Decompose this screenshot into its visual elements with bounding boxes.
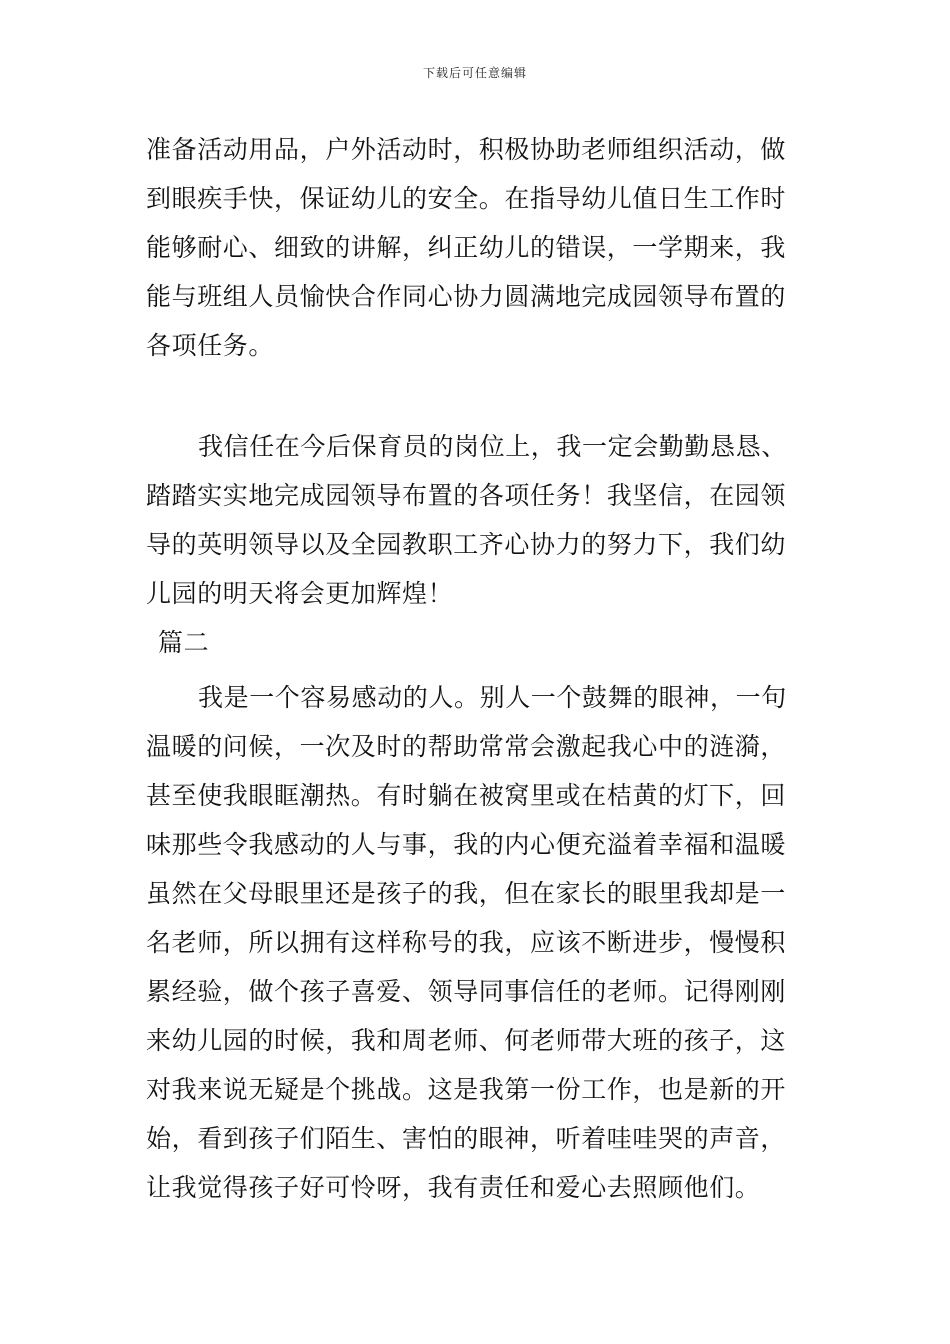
text-line: 温暖的问候，一次及时的帮助常常会激起我心中的涟漪，	[146, 732, 787, 761]
text-line: 我是一个容易感动的人。别人一个鼓舞的眼神，一句	[198, 683, 787, 712]
section-heading: 篇二	[158, 628, 210, 657]
page-header: 下载后可任意编辑	[422, 66, 527, 80]
text-line: 准备活动用品，户外活动时，积极协助老师组织活动，做	[146, 135, 787, 164]
text-line: 到眼疾手快，保证幼儿的安全。在指导幼儿值日生工作时	[146, 184, 787, 213]
text-line: 名老师，所以拥有这样称号的我，应该不断进步，慢慢积	[146, 928, 787, 957]
text-line: 始，看到孩子们陌生、害怕的眼神，听着哇哇哭的声音，	[146, 1124, 787, 1153]
text-line: 各项任务。	[146, 331, 275, 360]
text-line: 踏踏实实地完成园领导布置的各项任务！我坚信，在园领	[146, 481, 787, 510]
text-line: 儿园的明天将会更加辉煌！	[146, 579, 454, 608]
text-line: 虽然在父母眼里还是孩子的我，但在家长的眼里我却是一	[146, 879, 787, 908]
paragraph-3	[146, 673, 810, 1212]
text-line: 来幼儿园的时候，我和周老师、何老师带大班的孩子，这	[146, 1026, 787, 1055]
paragraph-2	[146, 422, 810, 667]
text-line: 味那些令我感动的人与事，我的内心便充溢着幸福和温暖	[146, 830, 787, 859]
text-line: 甚至使我眼眶潮热。有时躺在被窝里或在桔黄的灯下，回	[146, 781, 787, 810]
text-line: 能与班组人员愉快合作同心协力圆满地完成园领导布置的	[146, 282, 787, 311]
text-line: 对我来说无疑是个挑战。这是我第一份工作，也是新的开	[146, 1075, 787, 1104]
text-line: 导的英明领导以及全园教职工齐心协力的努力下，我们幼	[146, 530, 787, 559]
text-line: 让我觉得孩子好可怜呀，我有责任和爱心去照顾他们。	[146, 1173, 761, 1202]
paragraph-1	[146, 125, 810, 370]
text-line: 我信任在今后保育员的岗位上，我一定会勤勤恳恳、	[198, 432, 787, 461]
text-line: 累经验，做个孩子喜爱、领导同事信任的老师。记得刚刚	[146, 977, 787, 1006]
text-line: 能够耐心、细致的讲解，纠正幼儿的错误，一学期来，我	[146, 233, 787, 262]
